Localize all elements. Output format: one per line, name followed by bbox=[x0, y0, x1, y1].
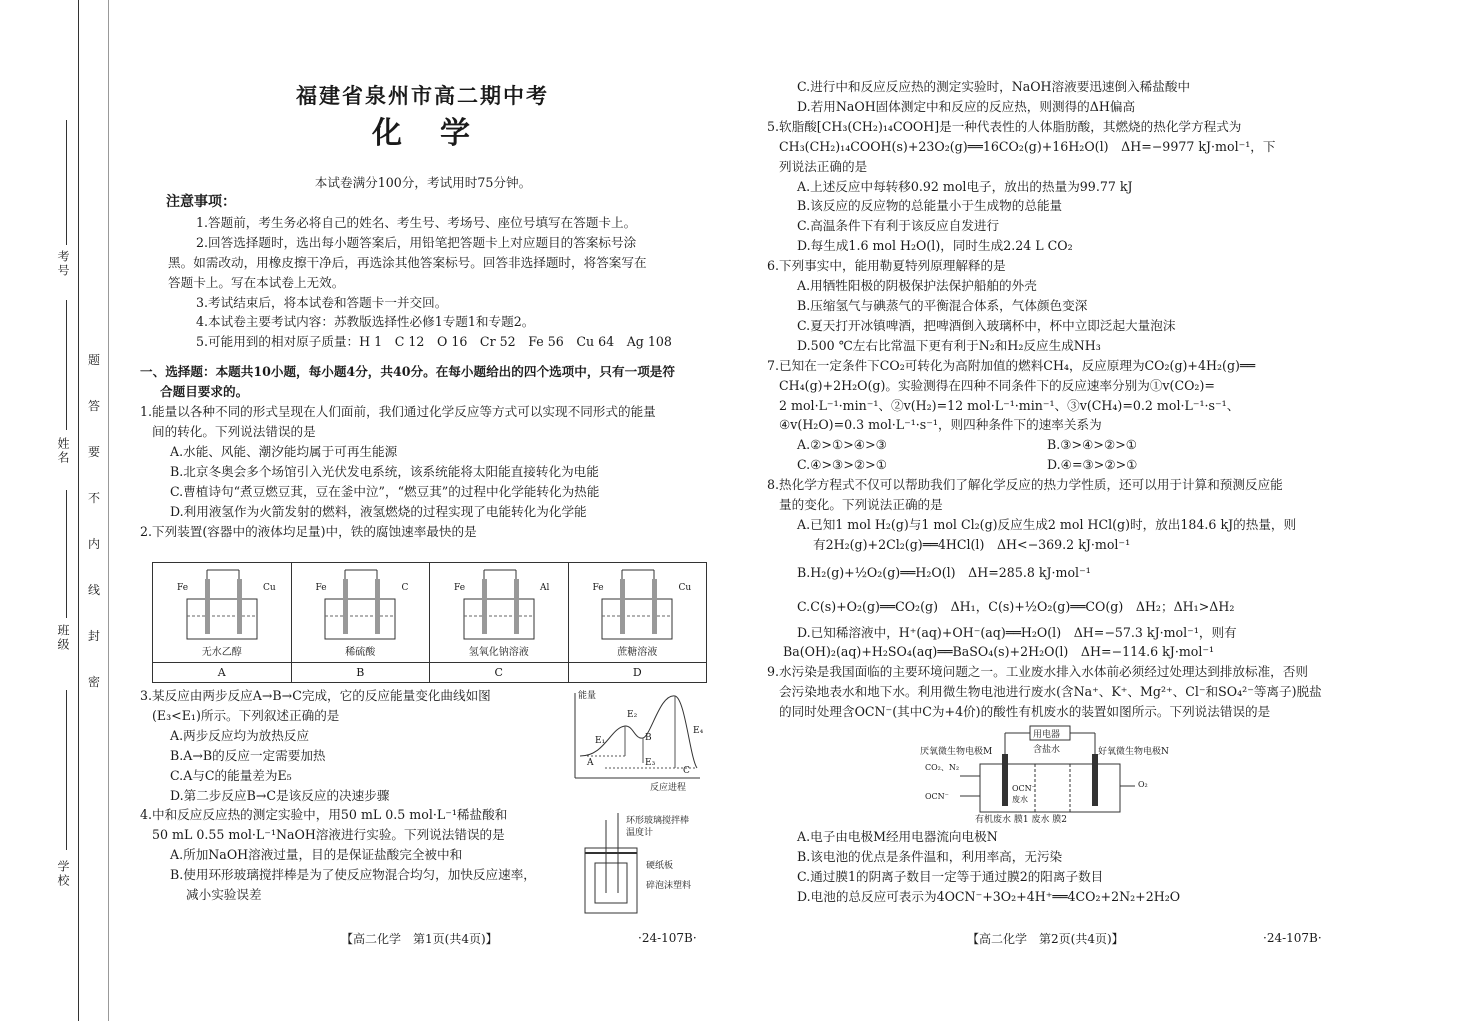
label-c: C bbox=[430, 663, 569, 683]
note-line: 答题卡上。写在本试卷上无效。 bbox=[168, 274, 345, 290]
ocn-waste-label2: 废水 bbox=[1012, 795, 1028, 804]
note-line: 黑。如需改动，用橡皮擦干净后，再选涂其他答案标号。回答非选择题时，将答案写在 bbox=[168, 254, 647, 270]
q8-stem: 8.热化学方程式不仅可以帮助我们了解化学反应的热力学性质，还可以用于计算和预测反应能 bbox=[767, 477, 1283, 493]
q4-option: B.使用环形玻璃搅拌棒是为了使反应物混合均匀，加快反应速率， bbox=[170, 867, 536, 883]
stirrer-label: 环形玻璃搅拌棒 bbox=[626, 816, 690, 826]
q2-stem: 2.下列装置(容器中的液体均足量)中，铁的腐蚀速率最快的是 bbox=[140, 523, 477, 539]
y-axis-label: 能量 bbox=[578, 691, 597, 701]
q1-option: A.水能、风能、潮汐能均属于可再生能源 bbox=[170, 443, 398, 459]
q1-option: D.利用液氢作为火箭发射的燃料，液氢燃烧的过程实现了电能转化为化学能 bbox=[170, 503, 587, 519]
name-label: 姓名 bbox=[56, 437, 70, 465]
thermometer-label: 温度计 bbox=[626, 828, 654, 838]
q7-stem: CH₄(g)+2H₂O(g)。实验测得在四种不同条件下的反应速率分别为①v(CO₂)= bbox=[779, 377, 1215, 393]
right-footer-page: 【高二化学 第2页(共4页)】 bbox=[967, 932, 1124, 946]
cell-b bbox=[291, 563, 430, 663]
q8-stem: 量的变化。下列说法正确的是 bbox=[779, 497, 943, 513]
q7-option: B.③>④>②>① bbox=[1047, 437, 1138, 453]
section-heading-cont: 合题目要求的。 bbox=[160, 384, 249, 400]
cell-d-liquid: 蔗糖溶液 bbox=[617, 647, 658, 658]
q3-stem: (E₃<E₁)所示。下列叙述正确的是 bbox=[152, 707, 340, 723]
note-line: 4.本试卷主要考试内容：苏教版选择性必修1专题1和专题2。 bbox=[196, 314, 535, 330]
q8-option-cont: 有2H₂(g)+2Cl₂(g)══4HCl(l) ΔH<−369.2 kJ·mol⁻¹ bbox=[813, 536, 1131, 552]
q9-stem: 9.水污染是我国面临的主要环境问题之一。工业废水排入水体前必须经过处理达到排放标准，否则 bbox=[767, 664, 1308, 680]
exam-info: 本试卷满分100分，考试用时75分钟。 bbox=[314, 175, 532, 190]
q7-stem: 7.已知在一定条件下CO₂可转化为高附加值的燃料CH₄，反应原理为CO₂(g)+4H₂(g)══ bbox=[767, 357, 1256, 373]
device-label: 用电器 bbox=[1033, 730, 1061, 740]
right-column-lower bbox=[767, 827, 1347, 907]
foam-label: 碎泡沫塑料 bbox=[646, 881, 692, 891]
cell-c-liquid: 氢氧化钠溶液 bbox=[468, 647, 529, 658]
exam-no-blank bbox=[66, 120, 67, 245]
cell-a bbox=[153, 563, 292, 663]
q6-option: B.压缩氢气与碘蒸气的平衡混合体系，气体颜色变深 bbox=[797, 297, 1088, 313]
q8-option: B.H₂(g)+½O₂(g)══H₂O(l) ΔH=285.8 kJ·mol⁻¹ bbox=[797, 564, 1091, 580]
q5-option: A.上述反应中每转移0.92 mol电子，放出的热量为99.77 kJ bbox=[797, 178, 1133, 194]
q6-option: C.夏天打开冰镇啤酒，把啤酒倒入玻璃杯中，杯中立即泛起大量泡沫 bbox=[797, 317, 1176, 333]
q5-option: C.高温条件下有利于该反应自发进行 bbox=[797, 218, 1000, 234]
label-d: D bbox=[568, 663, 707, 683]
q4-calorimeter-figure bbox=[580, 808, 715, 918]
q1-stem: 1.能量以各种不同的形式呈现在人们面前，我们通过化学反应等方式可以实现不同形式的能量 bbox=[140, 404, 656, 420]
class-label: 班级 bbox=[56, 624, 70, 652]
cell-a-fe: Fe bbox=[177, 583, 189, 593]
q5-stem: 列说法正确的是 bbox=[779, 158, 868, 174]
label-a: A bbox=[587, 758, 594, 768]
q1-option: B.北京冬奥会多个场馆引入光伏发电系统，该系统能将太阳能直接转化为电能 bbox=[170, 463, 599, 479]
cell-d-cu: Cu bbox=[678, 583, 692, 593]
q6-stem: 6.下列事实中，能用勒夏特列原理解释的是 bbox=[767, 258, 1006, 274]
note-line: 1.答题前，考生务必将自己的姓名、考生号、考场号、座位号填写在答题卡上。 bbox=[196, 214, 637, 230]
exam-no-label: 考号 bbox=[56, 250, 70, 278]
q9-option: C.通过膜1的阴离子数目一定等于通过膜2的阳离子数目 bbox=[797, 868, 1104, 884]
bottom-labels: 有机废水 膜1 废水 膜2 bbox=[975, 815, 1068, 825]
seal-line bbox=[108, 0, 109, 1021]
q8-option: D.已知稀溶液中，H⁺(aq)+OH⁻(aq)══H₂O(l) ΔH=−57.3 kJ·mol⁻¹，则有 bbox=[797, 624, 1237, 640]
name-blank bbox=[66, 300, 67, 430]
label-a: A bbox=[153, 663, 292, 683]
right-footer-code: ·24-107B· bbox=[1263, 931, 1322, 945]
label-b: B bbox=[291, 663, 430, 683]
exam-title: 福建省泉州市高二期中考 bbox=[296, 83, 549, 108]
label-e2: E₂ bbox=[627, 710, 638, 720]
q4-stem: 4.中和反应反应热的测定实验中，用50 mL 0.5 mol·L⁻¹稀盐酸和 bbox=[140, 807, 508, 823]
note-line: 2.回答选择题时，选出每小题答案后，用铅笔把答题卡上对应题目的答案标号涂 bbox=[196, 234, 637, 250]
cell-c bbox=[430, 563, 569, 663]
seal-char: 密 bbox=[88, 675, 101, 689]
q5-stem: 5.软脂酸[CH₃(CH₂)₁₄COOH]是一种代表性的人体脂肪酸，其燃烧的热化学方程式为 bbox=[767, 118, 1242, 134]
cell-c-al: Al bbox=[540, 583, 550, 593]
left-footer-page: 【高二化学 第1页(共4页)】 bbox=[341, 932, 498, 946]
school-blank bbox=[66, 690, 67, 850]
q3-option: C.A与C的能量差为E₅ bbox=[170, 767, 292, 783]
school-label: 学校 bbox=[56, 860, 70, 888]
q4-option: A.所加NaOH溶液过量，目的是保证盐酸完全被中和 bbox=[170, 847, 463, 863]
gas-out-label: CO₂、N₂ bbox=[925, 763, 960, 772]
q7-stem: 2 mol·L⁻¹·min⁻¹、②v(H₂)=12 mol·L⁻¹·min⁻¹、③v(CH₄)=0.2 mol·L⁻¹·s⁻¹、 bbox=[779, 397, 1240, 413]
electrode-n-label: 好氧微生物电极N bbox=[1098, 747, 1169, 757]
label-e3: E₃ bbox=[645, 758, 656, 768]
q4-stem: 50 mL 0.55 mol·L⁻¹NaOH溶液进行实验。下列说法错误的是 bbox=[152, 827, 505, 843]
seal-char: 要 bbox=[88, 445, 101, 459]
q8-option-cont: Ba(OH)₂(aq)+H₂SO₄(aq)══BaSO₄(s)+2H₂O(l) ΔH=−114.6 kJ·mol⁻¹ bbox=[783, 644, 1215, 660]
q7-option: D.④=③>②>① bbox=[1047, 457, 1138, 473]
q1-stem: 间的转化。下列说法错误的是 bbox=[152, 423, 316, 439]
right-column bbox=[767, 77, 1347, 722]
left-column bbox=[140, 193, 710, 541]
cell-a-cu: Cu bbox=[263, 583, 276, 593]
ocn-waste-label: OCN⁻ bbox=[1012, 784, 1036, 793]
q9-option: D.电池的总反应可表示为4OCN⁻+3O₂+4H⁺══4CO₂+2N₂+2H₂O bbox=[797, 888, 1181, 904]
note-line: 5.可能用到的相对原子质量：H 1 C 12 O 16 Cr 52 Fe 56 Cu 64 Ag 108 bbox=[196, 334, 672, 350]
q7-options-row bbox=[767, 435, 1347, 455]
q3-option: B.A→B的反应一定需要加热 bbox=[170, 747, 326, 763]
q9-option: B.该电池的优点是条件温和，利用率高，无污染 bbox=[797, 848, 1063, 864]
notes-heading: 注意事项： bbox=[166, 194, 236, 210]
seal-text bbox=[88, 337, 100, 705]
q3-option: D.第二步反应B→C是该反应的决速步骤 bbox=[170, 787, 390, 803]
q7-options-row bbox=[767, 455, 1347, 475]
q3-energy-diagram bbox=[565, 688, 710, 793]
q4-option: C.进行中和反应反应热的测定实验时，NaOH溶液要迅速倒入稀盐酸中 bbox=[797, 79, 1191, 94]
q3-stem: 3.某反应由两步反应A→B→C完成，它的反应能量变化曲线如图 bbox=[140, 688, 491, 703]
binding-margin-line bbox=[78, 0, 79, 1021]
q8-option: C.C(s)+O₂(g)══CO₂(g) ΔH₁，C(s)+½O₂(g)══CO(g) ΔH₂；ΔH₁>ΔH₂ bbox=[797, 598, 1235, 614]
q9-option: A.电子由电极M经用电器流向电极N bbox=[797, 829, 998, 844]
x-axis-label: 反应进程 bbox=[650, 783, 687, 793]
seal-char: 不 bbox=[88, 491, 101, 505]
q9-stem: 的同时处理含OCN⁻(其中C为+4价)的酸性有机废水的装置如图所示。下列说法错误的是 bbox=[779, 704, 1271, 720]
class-blank bbox=[66, 490, 67, 618]
q2-apparatus-table bbox=[152, 562, 707, 683]
cardboard-label: 硬纸板 bbox=[646, 861, 674, 871]
q7-option: A.②>①>④>③ bbox=[797, 437, 887, 453]
q5-option: D.每生成1.6 mol H₂O(l)，同时生成2.24 L CO₂ bbox=[797, 238, 1073, 254]
cell-b-liquid: 稀硫酸 bbox=[345, 647, 376, 658]
label-e1: E₁ bbox=[595, 736, 606, 746]
q6-option: A.用牺牲阳极的阴极保护法保护船舶的外壳 bbox=[797, 278, 1037, 294]
q9-stem: 会污染地表水和地下水。利用微生物电池进行废水(含Na⁺、K⁺、Mg²⁺、Cl⁻和SO₄²⁻等离子)脱盐 bbox=[779, 684, 1322, 700]
seal-char: 答 bbox=[88, 399, 101, 413]
label-c: C bbox=[683, 766, 690, 776]
q1-option: C.曹植诗句“煮豆燃豆萁，豆在釜中泣”，“燃豆萁”的过程中化学能转化为热能 bbox=[170, 483, 600, 499]
electrode-m-label: 厌氧微生物电极M bbox=[920, 747, 993, 757]
seal-char: 内 bbox=[88, 537, 101, 551]
cell-b-c: C bbox=[401, 583, 409, 593]
seal-char: 封 bbox=[88, 629, 101, 643]
cell-c-fe: Fe bbox=[454, 583, 466, 593]
left-footer-code: ·24-107B· bbox=[638, 931, 697, 945]
q9-battery-figure bbox=[920, 724, 1180, 824]
ocn-in-label: OCN⁻ bbox=[925, 792, 949, 801]
note-line: 3.考试结束后，将本试卷和答题卡一并交回。 bbox=[196, 294, 448, 310]
o2-label: O₂ bbox=[1138, 780, 1148, 789]
label-b: B bbox=[645, 733, 652, 743]
q4-option-cont: 减小实验误差 bbox=[186, 887, 262, 903]
seal-char: 线 bbox=[88, 583, 101, 597]
cell-d-fe: Fe bbox=[592, 583, 604, 593]
q7-stem: ④v(H₂O)=0.3 mol·L⁻¹·s⁻¹，则四种条件下的速率关系为 bbox=[779, 417, 1102, 433]
q7-option: C.④>③>②>① bbox=[797, 457, 888, 473]
salt-water-label: 含盐水 bbox=[1033, 745, 1061, 755]
q5-option: B.该反应的反应物的总能量小于生成物的总能量 bbox=[797, 198, 1063, 214]
q4-option: D.若用NaOH固体测定中和反应的反应热，则测得的ΔH偏高 bbox=[797, 98, 1136, 114]
cell-d bbox=[568, 563, 707, 663]
cell-a-liquid: 无水乙醇 bbox=[201, 647, 242, 658]
seal-char: 题 bbox=[88, 353, 101, 367]
q3-option: A.两步反应均为放热反应 bbox=[170, 727, 310, 743]
label-e4: E₄ bbox=[693, 726, 704, 736]
left-column-lower bbox=[140, 686, 580, 905]
q6-option: D.500 ℃左右比常温下更有利于N₂和H₂反应生成NH₃ bbox=[797, 337, 1101, 353]
section-heading: 一、选择题：本题共10小题，每小题4分，共40分。在每小题给出的四个选项中，只有一项是符 bbox=[140, 364, 675, 380]
subject-title: 化学 bbox=[372, 116, 508, 151]
q8-option: A.已知1 mol H₂(g)与1 mol Cl₂(g)反应生成2 mol HCl(g)时，放出184.6 kJ的热量，则 bbox=[797, 516, 1297, 532]
q5-stem: CH₃(CH₂)₁₄COOH(s)+23O₂(g)══16CO₂(g)+16H₂O(l) ΔH=−9977 kJ·mol⁻¹，下 bbox=[779, 138, 1276, 154]
cell-b-fe: Fe bbox=[315, 583, 327, 593]
